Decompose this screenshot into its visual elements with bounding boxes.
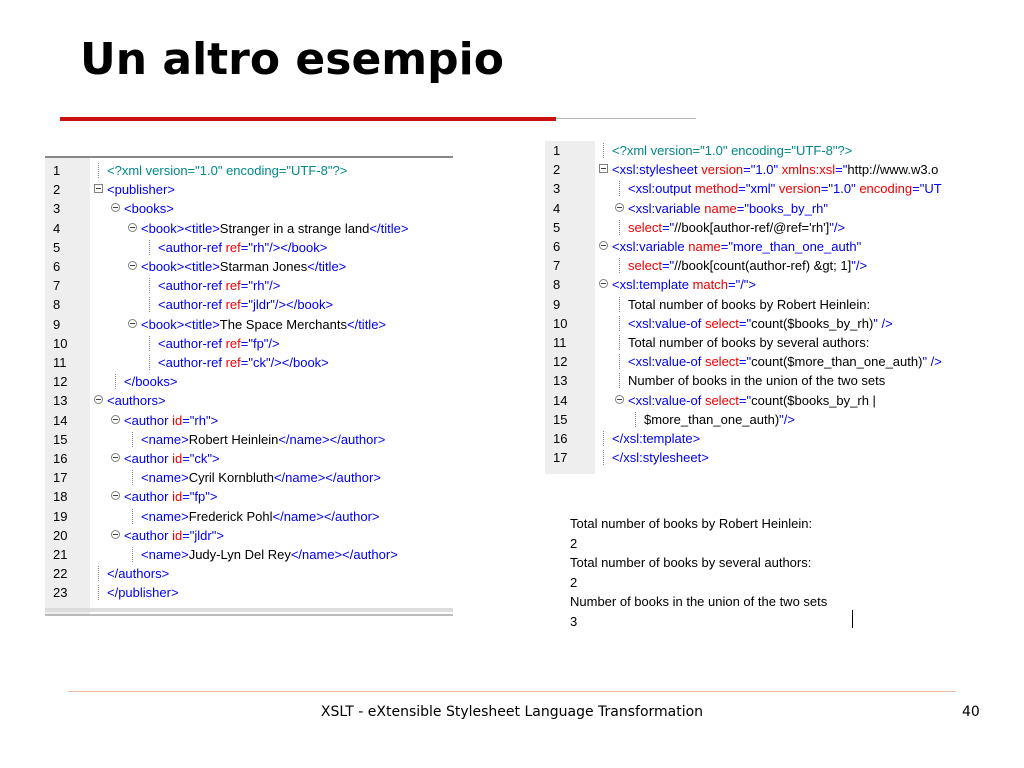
output-line: Total number of books by Robert Heinlein: (570, 516, 813, 531)
code-token: count($books_by_rh) (751, 315, 874, 331)
indent-guide (149, 297, 150, 312)
code-line[interactable] (545, 179, 967, 198)
code-token: <author-ref (158, 355, 226, 370)
code-token: <xsl:value-of (628, 315, 705, 331)
line-number: 15 (53, 431, 68, 447)
code-token: Starman Jones (219, 259, 308, 274)
code-token: Robert Heinlein (188, 431, 279, 447)
line-number: 8 (53, 297, 61, 313)
fold-marker-icon[interactable] (599, 241, 608, 250)
fold-marker-icon[interactable] (94, 395, 103, 404)
collapse-toggle-icon[interactable] (94, 184, 103, 193)
code-token: Total number of books by several authors: (628, 335, 870, 350)
line-number: 9 (53, 316, 61, 332)
fold-marker-icon[interactable] (599, 279, 608, 288)
code-token: ="/"> (727, 277, 757, 293)
line-number: 23 (53, 585, 68, 601)
code-text (107, 564, 169, 583)
title-underline-accent (60, 117, 556, 121)
indent-guide (98, 163, 99, 178)
slide-footer: XSLT - eXtensible Stylesheet Language Transformation (320, 704, 704, 720)
code-token: //book[count(author-ref) &gt; 1] (674, 258, 852, 274)
code-token: ="books_by_rh" (736, 200, 829, 216)
code-text (124, 449, 220, 468)
code-token: ="1.0" (743, 162, 782, 178)
code-line[interactable] (45, 430, 453, 449)
code-token: <name> (141, 470, 189, 486)
code-text (158, 238, 327, 257)
code-line[interactable] (45, 487, 453, 506)
line-number: 14 (553, 392, 568, 408)
code-token: ="jldr"> (182, 527, 224, 543)
slide-title: Un altro esempio (80, 34, 504, 85)
code-token: version (701, 162, 744, 178)
indent-guide (619, 373, 620, 388)
code-token: <author-ref (158, 335, 226, 351)
xml-source-editor[interactable] (45, 156, 453, 616)
indent-guide (619, 258, 620, 273)
fold-marker-icon[interactable] (111, 530, 120, 539)
code-line[interactable] (545, 218, 967, 237)
code-text (107, 391, 166, 410)
code-line[interactable] (45, 372, 453, 391)
code-token: </books> (124, 374, 178, 390)
code-token: name (704, 200, 737, 216)
code-token: </xsl:template> (612, 431, 701, 446)
code-token: <name> (141, 508, 189, 524)
code-text (124, 199, 174, 218)
code-token: <publisher> (107, 182, 175, 198)
line-number: 5 (553, 219, 561, 235)
code-text (141, 545, 398, 564)
line-number: 6 (53, 259, 61, 274)
indent-guide (603, 143, 604, 158)
page-number: 40 (962, 704, 980, 720)
indent-guide (149, 355, 150, 370)
code-line[interactable] (45, 315, 453, 334)
code-token: =" (661, 219, 675, 235)
line-number: 22 (53, 566, 68, 582)
code-token: </name></author> (290, 547, 398, 562)
line-number: 6 (553, 239, 561, 254)
code-text (628, 333, 869, 352)
code-line[interactable] (45, 583, 453, 602)
code-line[interactable] (545, 275, 967, 294)
code-token: ="fp"> (182, 489, 218, 505)
code-token: <xsl:value-of (628, 354, 705, 370)
indent-guide (115, 374, 116, 389)
code-text (628, 179, 942, 198)
code-text (644, 410, 795, 429)
line-number: 7 (553, 258, 561, 274)
code-line[interactable] (545, 199, 967, 218)
code-token: select (704, 392, 739, 408)
code-token: </authors> (107, 566, 170, 582)
code-token: <author (124, 527, 173, 543)
code-line[interactable] (45, 334, 453, 353)
code-token: name (688, 239, 721, 254)
code-token: Judy-Lyn Del Rey (188, 547, 291, 562)
code-token: match (692, 277, 728, 293)
code-line[interactable] (45, 564, 453, 583)
code-text (141, 257, 346, 276)
title-underline-rule (556, 118, 696, 119)
code-line[interactable] (545, 429, 967, 448)
code-token: count($more_than_one_auth) (751, 354, 923, 370)
indent-guide (149, 278, 150, 293)
line-number: 10 (553, 315, 568, 331)
code-token: <xsl:template (612, 277, 693, 293)
fold-marker-icon[interactable] (128, 261, 137, 270)
code-token: ref (225, 297, 241, 313)
code-token: <name> (141, 431, 189, 447)
line-number: 1 (553, 143, 561, 158)
code-token: select (628, 219, 662, 235)
fold-marker-icon[interactable] (111, 491, 120, 500)
line-number: 3 (553, 181, 561, 197)
line-number: 12 (553, 354, 568, 370)
code-token: <xsl:output (628, 181, 695, 197)
indent-guide (132, 470, 133, 485)
code-token: ="more_than_one_auth" (720, 239, 862, 254)
code-token: Stranger in a strange land (219, 220, 370, 236)
code-token: <author (124, 451, 173, 466)
code-token: <author (124, 412, 173, 428)
code-token: <xsl:variable (612, 239, 689, 254)
code-token: <authors> (107, 393, 166, 409)
code-token: <xsl:stylesheet (612, 162, 702, 178)
code-text (628, 352, 942, 371)
line-number: 3 (53, 201, 61, 217)
code-token: The Space Merchants (219, 316, 347, 332)
code-token: ="UT (912, 181, 942, 197)
code-text (628, 391, 876, 410)
line-number: 2 (53, 182, 61, 198)
code-token: <?xml version="1.0" encoding="UTF-8"?> (612, 143, 853, 158)
code-token: <books> (124, 201, 174, 217)
code-token: "/> (851, 258, 868, 274)
code-text (628, 256, 867, 275)
code-text (628, 295, 870, 314)
code-text (612, 160, 938, 179)
indent-guide (619, 220, 620, 235)
code-token: ref (225, 278, 241, 294)
indent-guide (619, 335, 620, 350)
code-token: </name></author> (278, 431, 386, 447)
code-line[interactable] (45, 161, 453, 180)
code-text (107, 180, 175, 199)
code-token: Frederick Pohl (188, 508, 273, 524)
indent-guide (619, 181, 620, 196)
code-token: "/> (779, 411, 795, 427)
code-text (612, 429, 700, 448)
code-token: id (172, 412, 183, 428)
line-number: 20 (53, 527, 68, 543)
line-number: 7 (53, 278, 61, 294)
code-token: <author-ref (158, 278, 226, 294)
code-token: ref (225, 335, 241, 351)
line-number: 15 (553, 411, 568, 427)
text-cursor (852, 610, 853, 628)
code-token: "/> (829, 219, 846, 235)
line-number: 16 (553, 431, 568, 446)
output-line: Total number of books by several authors: (570, 555, 812, 570)
line-number: 13 (553, 373, 568, 389)
code-text (124, 526, 224, 545)
code-text (612, 237, 861, 256)
line-number: 4 (53, 220, 61, 236)
code-token: Number of books in the union of the two sets (628, 373, 886, 389)
code-token: id (172, 451, 183, 466)
indent-guide (635, 412, 636, 427)
line-number: 5 (53, 239, 61, 255)
code-line[interactable] (45, 507, 453, 526)
fold-marker-icon[interactable] (128, 319, 137, 328)
code-line[interactable] (45, 276, 453, 295)
code-text (124, 411, 218, 430)
indent-guide (132, 432, 133, 447)
indent-guide (149, 336, 150, 351)
code-token: Total number of books by Robert Heinlein: (628, 296, 871, 312)
code-text (628, 199, 828, 218)
code-line[interactable] (545, 295, 967, 314)
code-line[interactable] (45, 411, 453, 430)
collapse-toggle-icon[interactable] (599, 164, 608, 173)
code-token: select (628, 258, 662, 274)
code-text (124, 487, 217, 506)
line-number: 17 (53, 470, 68, 486)
code-token: <xsl:variable (628, 200, 705, 216)
line-number: 2 (553, 162, 561, 178)
indent-guide (603, 450, 604, 465)
line-number: 1 (53, 163, 61, 178)
indent-guide (149, 240, 150, 255)
line-number: 9 (553, 296, 561, 312)
code-token: method (694, 181, 739, 197)
line-number: 21 (53, 547, 68, 562)
code-line[interactable] (545, 160, 967, 179)
code-token: =" (661, 258, 675, 274)
code-token: ="fp"/> (240, 335, 280, 351)
code-token: <book><title> (141, 259, 220, 274)
code-text (158, 353, 329, 372)
code-token: =" (835, 162, 848, 178)
output-line: 2 (570, 535, 578, 551)
code-token: </title> (307, 259, 347, 274)
code-text (612, 141, 852, 160)
code-line[interactable] (545, 141, 967, 160)
code-token: <name> (141, 547, 189, 562)
code-token: </name></author> (273, 470, 381, 486)
code-line[interactable] (45, 219, 453, 238)
code-token: </name></author> (272, 508, 380, 524)
line-number: 19 (53, 508, 68, 524)
code-line[interactable] (545, 333, 967, 352)
code-line[interactable] (45, 526, 453, 545)
code-text (158, 295, 333, 314)
code-token: =" (738, 315, 752, 331)
code-line[interactable] (45, 468, 453, 487)
code-token: <xsl:value-of (628, 392, 705, 408)
code-line[interactable] (45, 295, 453, 314)
code-text (628, 314, 893, 333)
line-number: 4 (553, 200, 561, 216)
code-line[interactable] (545, 410, 967, 429)
code-token: </xsl:stylesheet> (612, 450, 709, 466)
code-text (141, 507, 380, 526)
code-token: =" (738, 354, 752, 370)
code-text (628, 371, 885, 390)
code-token: select (704, 354, 739, 370)
code-text (612, 448, 709, 467)
code-text (124, 372, 178, 391)
code-token: ="rh"/></book> (240, 239, 328, 255)
indent-guide (619, 354, 620, 369)
code-token: ="rh"/> (240, 278, 281, 294)
code-text (158, 334, 280, 353)
code-line[interactable] (545, 237, 967, 256)
indent-guide (98, 585, 99, 600)
code-token: count($books_by_rh | (751, 392, 876, 408)
code-line[interactable] (45, 199, 453, 218)
indent-guide (98, 566, 99, 581)
code-text (141, 468, 381, 487)
editor-scrollbar[interactable] (45, 608, 453, 612)
code-token: ref (225, 239, 241, 255)
fold-marker-icon[interactable] (128, 223, 137, 232)
code-line[interactable] (45, 180, 453, 199)
line-number: 11 (553, 335, 567, 350)
code-token: </publisher> (107, 585, 179, 601)
line-number: 16 (53, 451, 68, 466)
indent-guide (603, 431, 604, 446)
code-token: </title> (369, 220, 409, 236)
code-text (141, 430, 385, 449)
code-token: <book><title> (141, 220, 220, 236)
fold-marker-icon[interactable] (111, 203, 120, 212)
code-token: //book[author-ref/@ref='rh'] (674, 219, 830, 235)
line-number: 11 (53, 355, 67, 370)
code-token: ="ck"/></book> (240, 355, 329, 370)
code-token: ="1.0" (820, 181, 860, 197)
indent-guide (132, 509, 133, 524)
code-line[interactable] (545, 448, 967, 467)
code-token: Cyril Kornbluth (188, 470, 274, 486)
code-text (141, 219, 408, 238)
line-number: 13 (53, 393, 68, 409)
code-token: <author-ref (158, 239, 226, 255)
code-token: <author (124, 489, 173, 505)
line-number: 8 (553, 277, 561, 293)
code-text (628, 218, 845, 237)
code-token: " /> (873, 315, 893, 331)
code-line[interactable] (45, 449, 453, 468)
code-line[interactable] (45, 238, 453, 257)
code-token: <author-ref (158, 297, 226, 313)
code-token: xmlns:xsl (781, 162, 836, 178)
line-number: 18 (53, 489, 68, 505)
code-line[interactable] (545, 256, 967, 275)
code-token: version (778, 181, 821, 197)
fold-marker-icon[interactable] (615, 395, 624, 404)
indent-guide (619, 316, 620, 331)
fold-marker-icon[interactable] (111, 415, 120, 424)
code-text (141, 315, 386, 334)
code-token: ="jldr"/></book> (240, 297, 334, 313)
output-line: Number of books in the union of the two sets (570, 594, 828, 609)
code-token: encoding (859, 181, 913, 197)
transformation-output (570, 514, 827, 631)
code-token: <?xml version="1.0" encoding="UTF-8"?> (107, 163, 348, 178)
code-text (107, 161, 347, 180)
line-number: 14 (53, 412, 68, 428)
code-token: " /> (922, 354, 942, 370)
code-line[interactable] (545, 391, 967, 410)
code-line[interactable] (45, 353, 453, 372)
indent-guide (619, 297, 620, 312)
line-number: 10 (53, 335, 68, 351)
output-line: 3 (570, 613, 578, 629)
code-token: ="ck"> (182, 451, 220, 466)
code-token: id (172, 489, 183, 505)
code-token: </title> (346, 316, 387, 332)
xsl-stylesheet-editor[interactable] (545, 141, 967, 474)
line-number: 12 (53, 374, 68, 390)
code-token: ref (225, 355, 241, 370)
code-line[interactable] (545, 352, 967, 371)
footer-rule (68, 691, 956, 692)
code-token: ="xml" (738, 181, 779, 197)
output-line: 2 (570, 574, 578, 590)
code-text (612, 275, 756, 294)
indent-guide (132, 547, 133, 562)
code-line[interactable] (545, 314, 967, 333)
code-token: select (704, 315, 739, 331)
code-token: ="rh"> (182, 412, 219, 428)
code-token: id (172, 527, 183, 543)
fold-marker-icon[interactable] (615, 203, 624, 212)
code-line[interactable] (45, 391, 453, 410)
code-token: $more_than_one_auth) (644, 411, 780, 427)
code-line[interactable] (545, 371, 967, 390)
code-token: =" (738, 392, 752, 408)
fold-marker-icon[interactable] (111, 453, 120, 462)
code-text (158, 276, 280, 295)
code-token: <book><title> (141, 316, 220, 332)
code-line[interactable] (45, 545, 453, 564)
code-token: http://www.w3.o (847, 162, 939, 178)
code-line[interactable] (45, 257, 453, 276)
line-number: 17 (553, 450, 568, 466)
code-text (107, 583, 179, 602)
